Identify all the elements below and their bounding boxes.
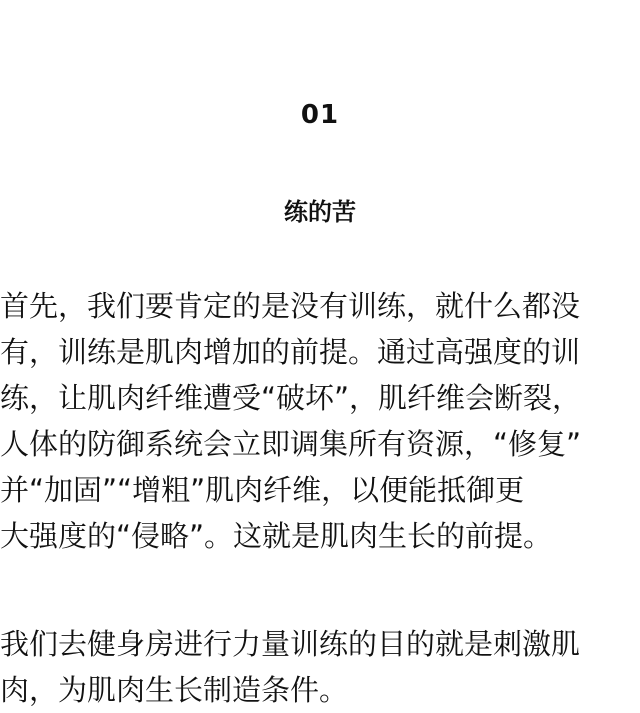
paragraph-line: 大强度的“侵略”。这就是肌肉生长的前提。 [0, 519, 553, 553]
section-number: 01 [300, 100, 340, 130]
paragraph-line: 有，训练是肌肉增加的前提。通过高强度的训 [0, 335, 581, 369]
paragraph-line: 练，让肌肉纤维遭受“破坏”，肌纤维会断裂， [0, 381, 582, 415]
paragraph-1 [0, 283, 640, 559]
paragraph-line: 肉，为肌肉生长制造条件。 [0, 673, 349, 707]
paragraph-2 [0, 621, 640, 713]
paragraph-line: 我们去健身房进行力量训练的目的就是刺激肌 [0, 627, 581, 661]
paragraph-line: 首先，我们要肯定的是没有训练，就什么都没 [0, 289, 581, 323]
paragraph-line: 人体的防御系统会立即调集所有资源，“修复” [0, 427, 582, 461]
paragraph-line: 并“加固”“增粗”肌肉纤维，以便能抵御更 [0, 473, 525, 507]
section-title: 练的苦 [284, 198, 356, 226]
